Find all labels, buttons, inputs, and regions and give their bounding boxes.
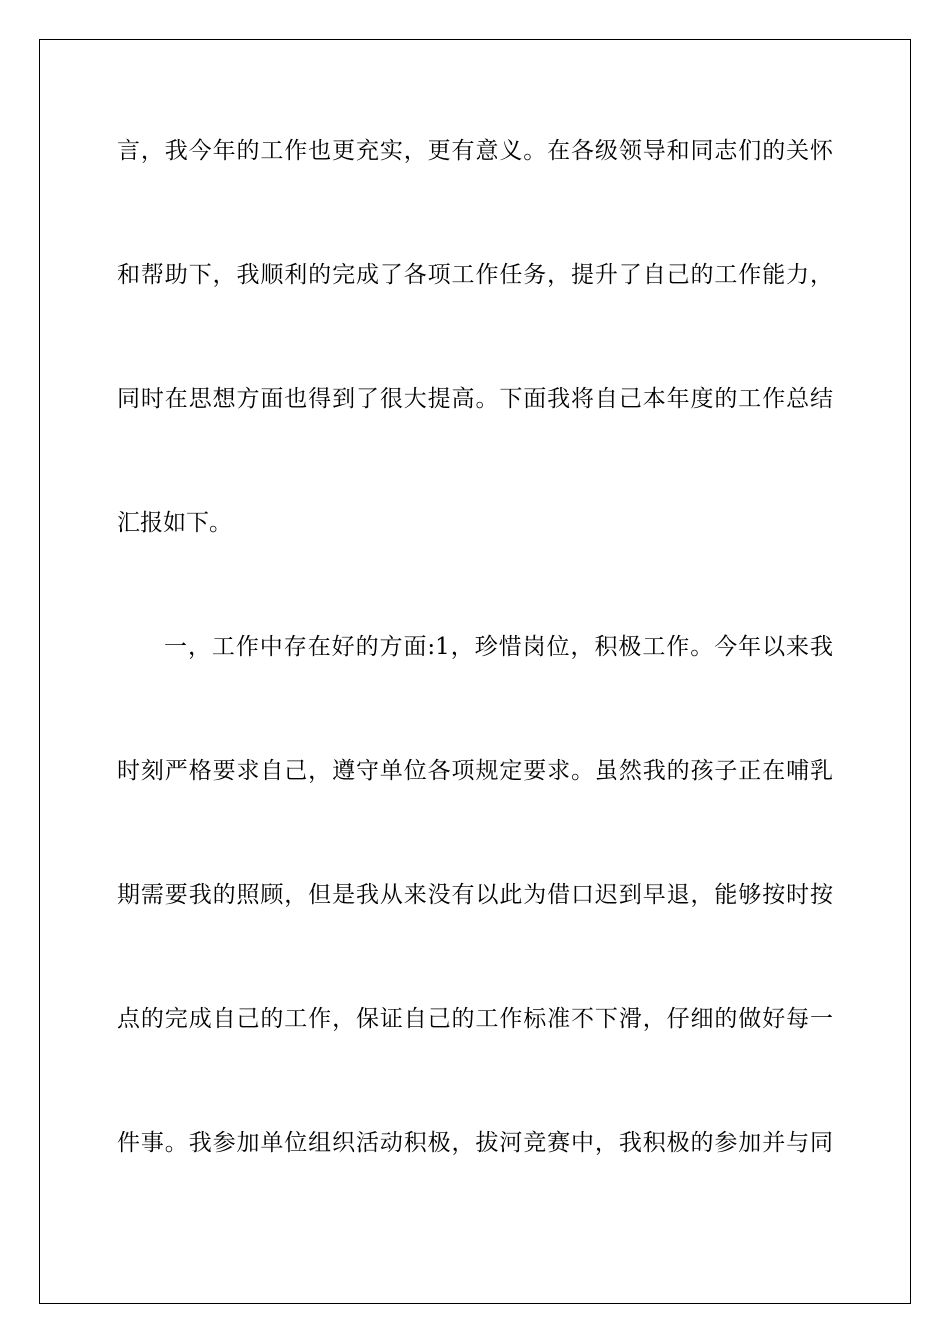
section-heading-line: 一，工作中存在好的方面:1，珍惜岗位，积极工作。今年以来我 — [164, 634, 833, 660]
page-border — [39, 39, 911, 1304]
body-text-line-3: 同时在思想方面也得到了很大提高。下面我将自己本年度的工作总结 — [117, 386, 833, 412]
body-text-line-8: 点的完成自己的工作，保证自己的工作标准不下滑，仔细的做好每一 — [117, 1006, 833, 1032]
body-text-line-6: 时刻严格要求自己，遵守单位各项规定要求。虽然我的孩子正在哺乳 — [117, 758, 833, 784]
body-text-line-1: 言，我今年的工作也更充实，更有意义。在各级领导和同志们的关怀 — [117, 138, 833, 164]
body-text-line-7: 期需要我的照顾，但是我从来没有以此为借口迟到早退，能够按时按 — [117, 882, 833, 908]
body-text-line-9: 件事。我参加单位组织活动积极，拔河竞赛中，我积极的参加并与同 — [117, 1130, 833, 1156]
body-text-line-2: 和帮助下，我顺利的完成了各项工作任务，提升了自己的工作能力， — [117, 262, 833, 288]
body-text-line-4: 汇报如下。 — [117, 510, 232, 536]
